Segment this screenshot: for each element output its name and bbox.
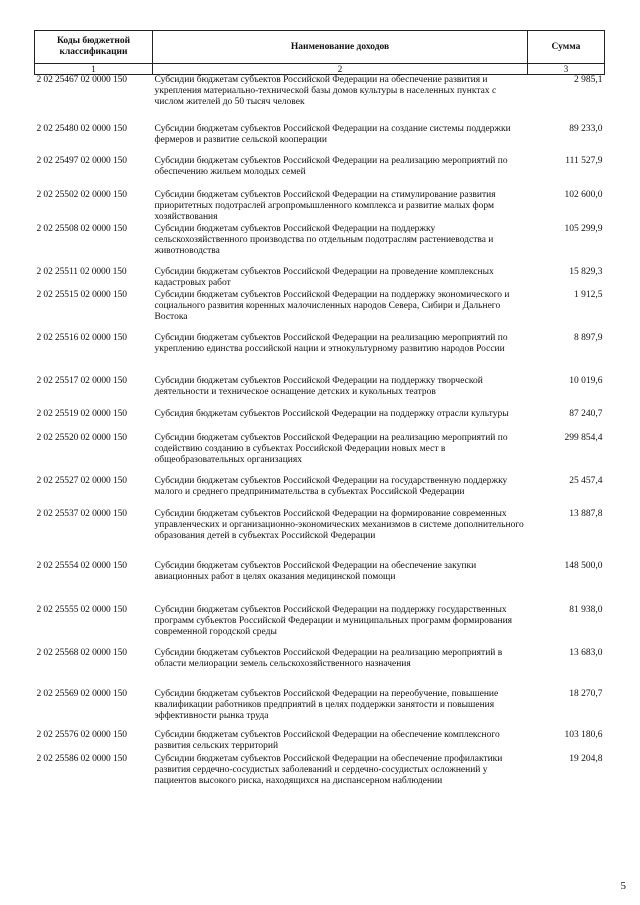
amount: 87 240,7 (569, 408, 603, 419)
classification-code: 2 02 25555 02 0000 150 (36, 604, 127, 615)
classification-code: 2 02 25480 02 0000 150 (36, 123, 127, 134)
amount: 13 683,0 (569, 647, 603, 658)
classification-code: 2 02 25519 02 0000 150 (36, 408, 127, 419)
table-row (35, 561, 605, 605)
amount: 81 938,0 (569, 604, 603, 615)
revenue-name: Субсидии бюджетам субъектов Российской Федерации на обеспечение развития и укрепления материально-технической базы домов культуры в населенных пунктах с числом жителей до 50 тысяч человек (154, 75, 497, 108)
revenue-name: Субсидии бюджетам субъектов Российской Федерации на переобучение, повышение квалификации работников предприятий в целях поддержки занятости и повышения эффективности рынка труда (154, 688, 499, 721)
revenue-name: Субсидии бюджетам субъектов Российской Федерации на формирование современных управленческих и организационно-экономических механизмов в системе дополнительного образования детей в субъектах Российской Федерации (154, 508, 524, 541)
table-row (35, 290, 605, 333)
amount: 19 204,8 (569, 753, 603, 764)
revenue-name: Субсидии бюджетам субъектов Российской Федерации на поддержку экономического и социального развития коренных малочисленных народов Севера, Сибири и Дальнего Востока (154, 289, 510, 322)
table-row (35, 409, 605, 433)
table-row (35, 333, 605, 376)
amount: 102 600,0 (564, 189, 603, 200)
revenue-name: Субсидии бюджетам субъектов Российской Федерации на реализацию мероприятий в области мелиорации земель сельскохозяйственного назначения (154, 647, 503, 669)
amount: 25 457,4 (569, 475, 603, 486)
revenue-name: Субсидии бюджетам субъектов Российской Федерации на стимулирование развития приоритетных подотраслей агропромышленного комплекса и развитие малых форм хозяйствования (154, 189, 496, 222)
column-number-3: 3 (528, 64, 605, 75)
page-number: 5 (620, 880, 626, 892)
classification-code: 2 02 25576 02 0000 150 (36, 729, 127, 740)
column-number-1: 1 (35, 64, 153, 75)
table-row (35, 224, 605, 267)
revenue-name: Субсидии бюджетам субъектов Российской Федерации на поддержку сельскохозяйственного производства по отдельным подотраслям растениеводства и животноводства (154, 223, 494, 256)
revenue-name: Субсидии бюджетам субъектов Российской Федерации на обеспечение комплексного развития сельских территорий (154, 729, 500, 751)
classification-code: 2 02 25508 02 0000 150 (36, 223, 127, 234)
revenue-name: Субсидия бюджетам субъектов Российской Федерации на поддержку отрасли культуры (154, 408, 509, 419)
amount: 103 180,6 (564, 729, 603, 740)
revenue-table (34, 30, 605, 812)
classification-code: 2 02 25497 02 0000 150 (36, 155, 127, 166)
amount: 10 019,6 (569, 375, 603, 386)
table-row (35, 433, 605, 476)
table-row (35, 754, 605, 812)
amount: 89 233,0 (569, 123, 603, 134)
classification-code: 2 02 25568 02 0000 150 (36, 647, 127, 658)
table-header-row (35, 31, 605, 64)
classification-code: 2 02 25515 02 0000 150 (36, 289, 127, 300)
header-codes: Коды бюджетной классификации (35, 31, 153, 64)
classification-code: 2 02 25537 02 0000 150 (36, 508, 127, 519)
table-row (35, 509, 605, 561)
amount: 1 912,5 (574, 289, 603, 300)
table-row (35, 376, 605, 409)
classification-code: 2 02 25517 02 0000 150 (36, 375, 127, 386)
classification-code: 2 02 25586 02 0000 150 (36, 753, 127, 764)
revenue-name: Субсидии бюджетам субъектов Российской Федерации на поддержку творческой деятельности и техническое оснащение детских и кукольных театров (154, 375, 483, 397)
amount: 105 299,9 (564, 223, 603, 234)
revenue-name: Субсидии бюджетам субъектов Российской Федерации на поддержку государственных программ субъектов Российской Федерации и муниципальных программ формирования современной городской среды (154, 604, 513, 637)
table-row (35, 75, 605, 124)
revenue-name: Субсидии бюджетам субъектов Российской Федерации на обеспечение профилактики развития сердечно-сосудистых заболеваний и сердечно-сосудистых осложнений у пациентов высокого риска, находящихся на диспансерном наблюдении (154, 753, 503, 786)
table-row (35, 476, 605, 509)
classification-code: 2 02 25569 02 0000 150 (36, 688, 127, 699)
table-body (35, 75, 605, 812)
table-row (35, 689, 605, 730)
classification-code: 2 02 25511 02 0000 150 (36, 266, 127, 277)
table-row (35, 648, 605, 689)
revenue-name: Субсидии бюджетам субъектов Российской Федерации на реализацию мероприятий по укреплению единства российской нации и этнокультурному развитию народов России (154, 332, 508, 354)
classification-code: 2 02 25554 02 0000 150 (36, 560, 127, 571)
table-row (35, 124, 605, 156)
classification-code: 2 02 25467 02 0000 150 (36, 75, 127, 85)
amount: 2 985,1 (574, 75, 603, 85)
classification-code: 2 02 25502 02 0000 150 (36, 189, 127, 200)
table-row (35, 190, 605, 224)
amount: 111 527,9 (565, 155, 603, 166)
amount: 148 500,0 (564, 560, 603, 571)
revenue-name: Субсидии бюджетам субъектов Российской Федерации на государственную поддержку малого и среднего предпринимательства в субъектах Российской Федерации (154, 475, 508, 497)
classification-code: 2 02 25527 02 0000 150 (36, 475, 127, 486)
header-name: Наименование доходов (153, 31, 528, 64)
table-row (35, 605, 605, 648)
column-number-2: 2 (153, 64, 528, 75)
amount: 8 897,9 (574, 332, 603, 343)
table-row (35, 730, 605, 754)
amount: 13 887,8 (569, 508, 603, 519)
classification-code: 2 02 25516 02 0000 150 (36, 332, 127, 343)
revenue-name: Субсидии бюджетам субъектов Российской Федерации на создание системы поддержки фермеров и развитие сельской кооперации (154, 123, 511, 145)
revenue-name: Субсидии бюджетам субъектов Российской Федерации на реализацию мероприятий по содействию созданию в субъектах Российской Федерации новых мест в общеобразовательных организациях (154, 432, 508, 465)
revenue-name: Субсидии бюджетам субъектов Российской Федерации на проведение комплексных кадастровых работ (154, 266, 494, 288)
amount: 18 270,7 (569, 688, 603, 699)
revenue-name: Субсидии бюджетам субъектов Российской Федерации на реализацию мероприятий по обеспечению жильем молодых семей (154, 155, 508, 177)
classification-code: 2 02 25520 02 0000 150 (36, 432, 127, 443)
amount: 15 829,3 (569, 266, 603, 277)
header-sum: Сумма (528, 31, 605, 64)
amount: 299 854,4 (564, 432, 603, 443)
table-row (35, 267, 605, 290)
revenue-name: Субсидии бюджетам субъектов Российской Федерации на обеспечение закупки авиационных работ в целях оказания медицинской помощи (154, 560, 477, 582)
table-row (35, 156, 605, 190)
column-number-row (35, 64, 605, 75)
